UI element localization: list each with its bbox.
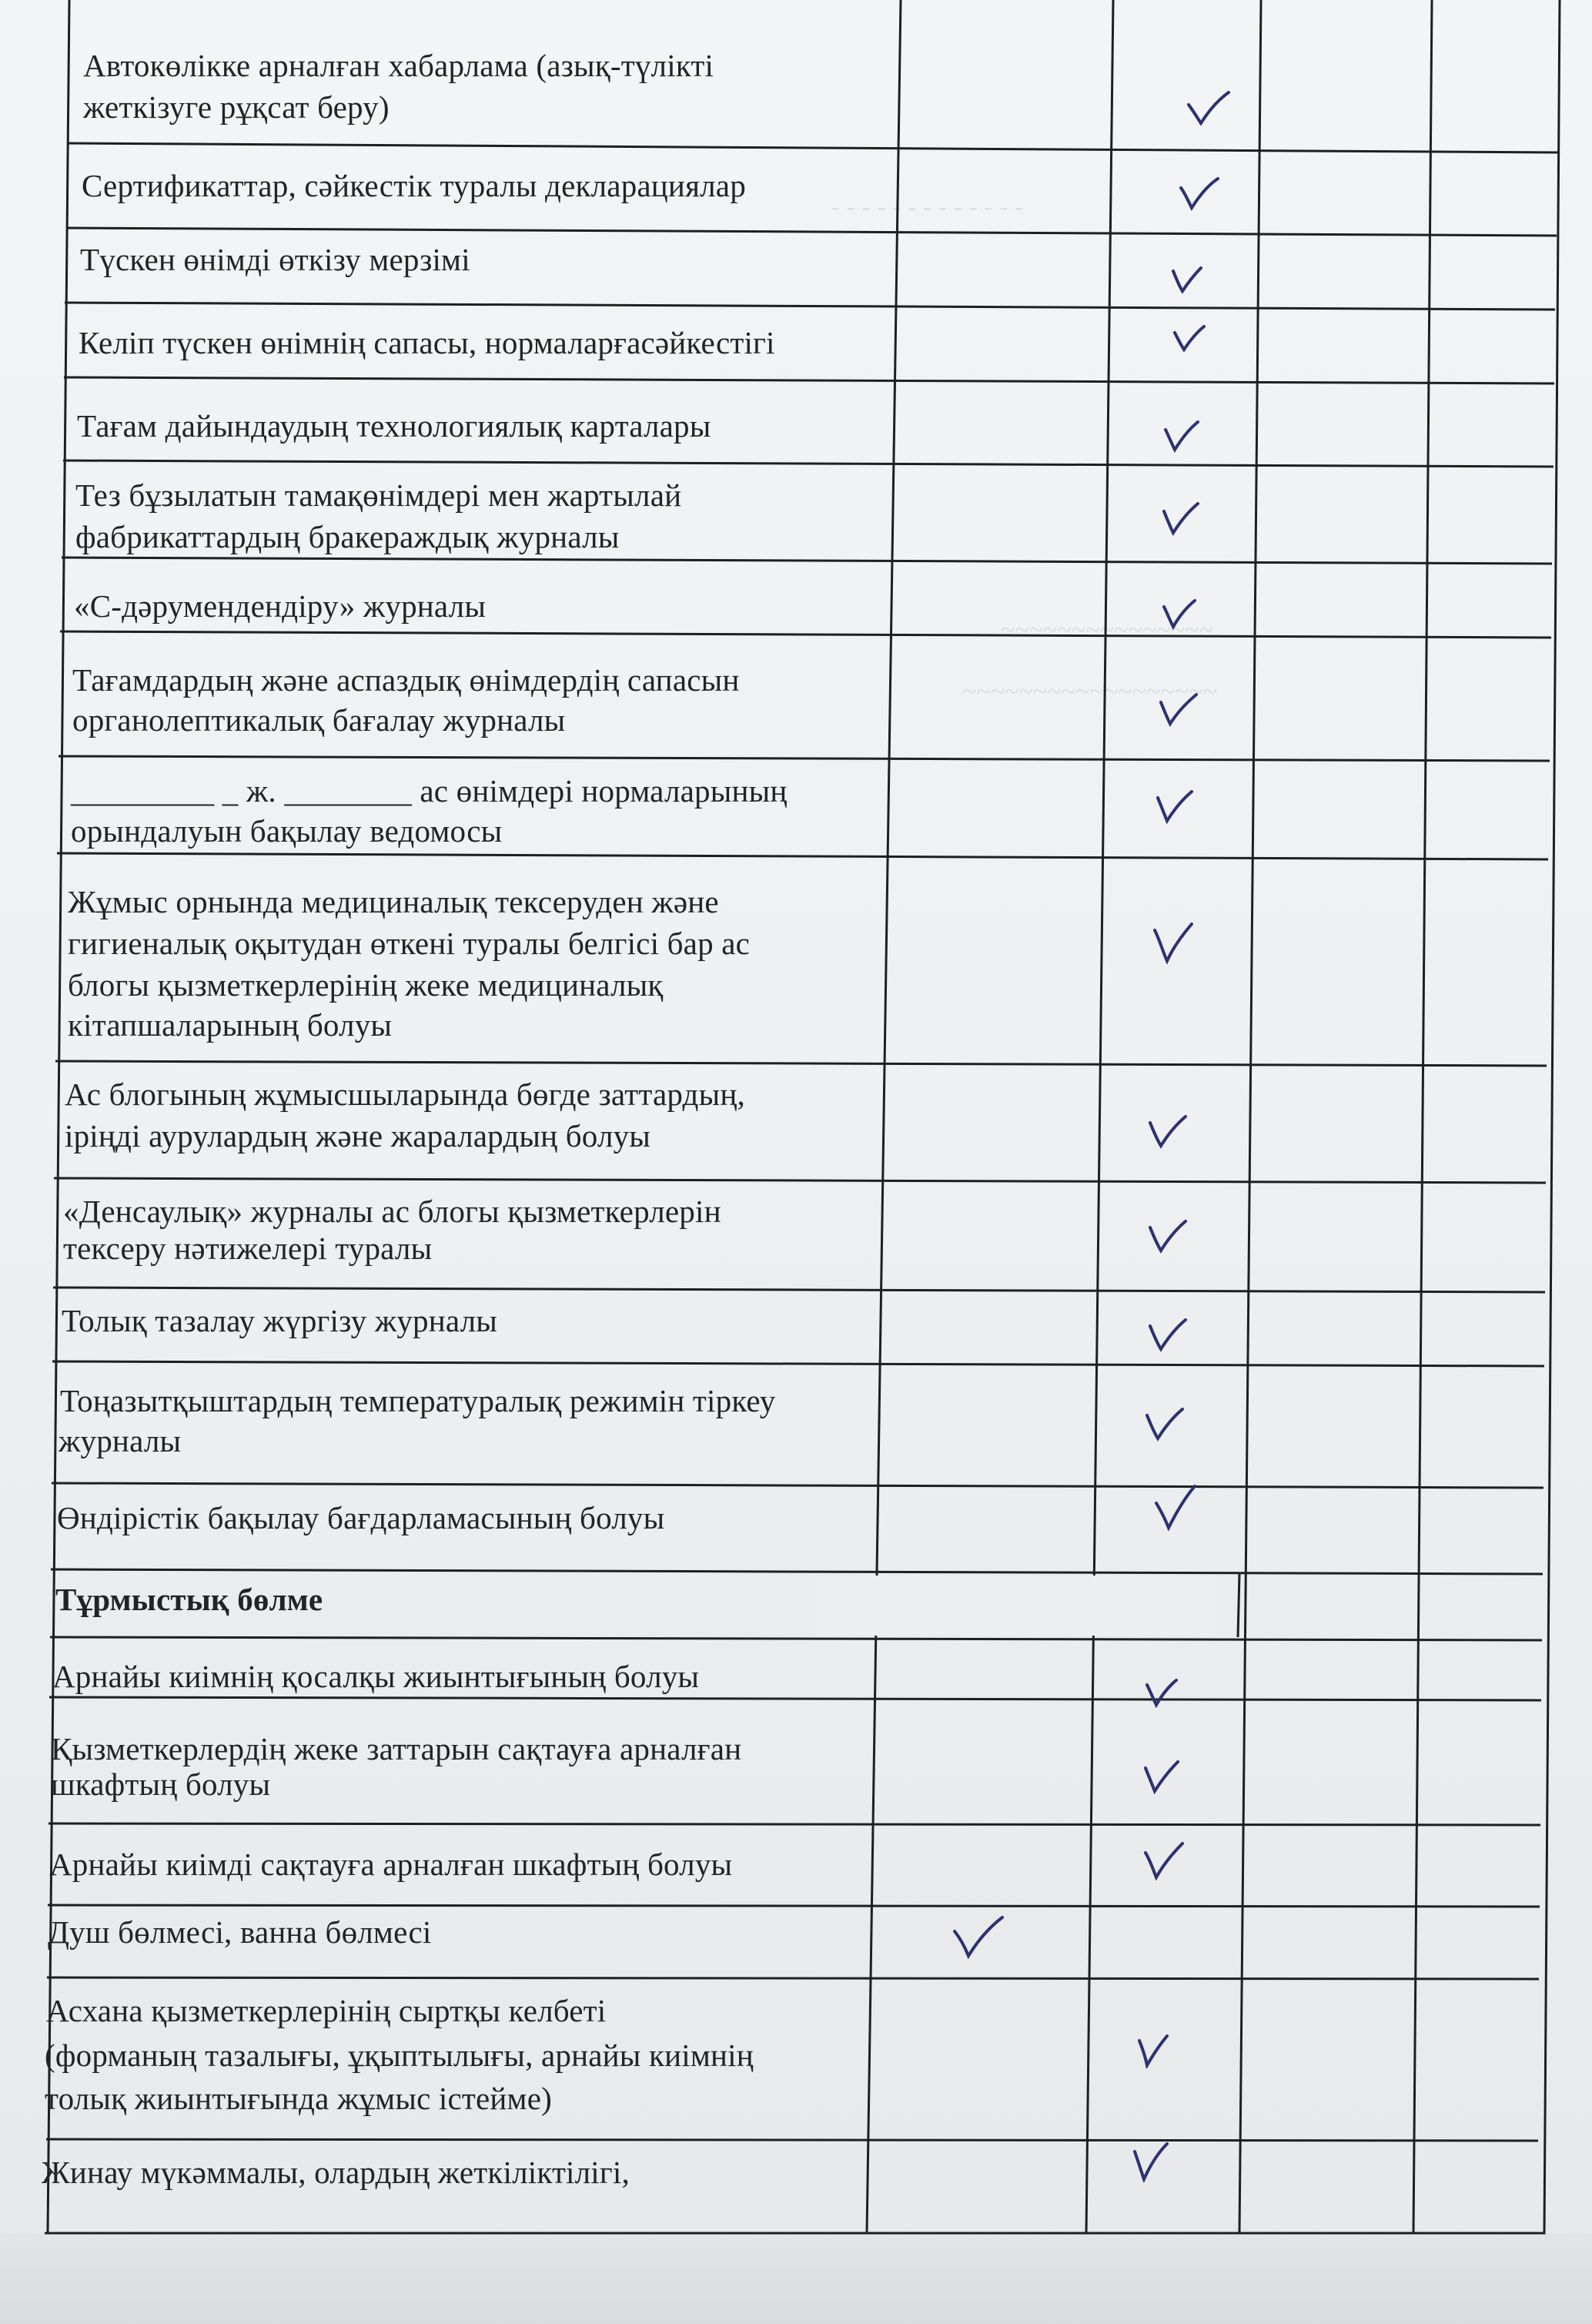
check-mark-icon [952,1914,1005,1959]
row-13-line-1: Толық тазалау жүргізу журналы [62,1303,498,1338]
row-10-line-3: блогы қызметкерлерінің жеке медициналық [68,967,664,1003]
check-mark-icon [1147,1218,1189,1254]
check-mark-icon [1132,2141,1170,2182]
check-mark-icon [1153,1483,1198,1531]
section-header-mask [816,1576,1216,1636]
check-mark-icon [1161,501,1201,536]
row-14-line-2: журналы [59,1423,182,1458]
check-mark-icon [1136,2033,1170,2068]
column-divider-3 [1239,0,1261,2233]
table-right-border [1544,0,1560,2233]
bleed-through-mark: ~~~~~~~~~~~~~~~~~~ [962,678,1218,706]
row-20-line-1: Душ бөлмесі, ванна бөлмесі [48,1914,432,1950]
row-5-line-1: Тағам дайындаудың технологиялық карталары [77,408,711,444]
check-mark-icon [1144,1406,1186,1442]
row-10-line-1: Жұмыс орнында медициналық тексеруден және [68,884,719,919]
column-divider-4 [1413,0,1432,2233]
column-divider-1 [867,0,901,2233]
row-10-line-2: гигиеналық оқытудан өткені туралы белгісі бар ас [68,926,751,961]
check-mark-icon [1161,598,1198,630]
row-9-line-1: _________ _ ж. ________ ас өнімдері нормаларының [71,773,788,809]
check-mark-icon [1147,1317,1189,1352]
row-17-line-1: Арнайы киімнің қосалқы жиынтығының болуы [52,1659,700,1694]
check-mark-icon [1144,1677,1179,1708]
check-mark-icon [1186,91,1232,126]
row-21-line-3: толық жиынтығында жұмыс істейме) [45,2081,552,2116]
check-mark-icon [1158,692,1199,727]
row-1-line-1: Автокөлікке арналған хабарлама (азық-түлікті [83,48,714,83]
row-15-line-1: Өндірістік бақылау бағдарламасының болуы [57,1500,665,1535]
column-divider-2 [1086,0,1113,2233]
row-21-line-2: (форманың тазалығы, ұқыптылығы, арнайы киімнің [45,2038,754,2073]
row-22-line-1: Жинау мүкәммалы, олардың жеткіліктілігі, [42,2155,630,2190]
check-mark-icon [1152,923,1195,964]
row-3-line-1: Түскен өнімді өткізу мерзімі [80,242,470,277]
row-21-line-1: Асхана қызметкерлерінің сыртқы келбеті [46,1993,607,2028]
check-mark-icon [1155,789,1195,824]
row-2-line-1: Сертификаттар, сәйкестік туралы декларациялар [82,168,746,203]
row-10-line-4: кітапшаларының болуы [68,1007,393,1043]
row-11-line-1: Ас блогының жұмысшыларында бөгде заттардың, [65,1077,745,1112]
check-mark-icon [1142,1840,1186,1880]
check-mark-icon [1142,1759,1181,1794]
check-mark-icon [1162,419,1201,453]
bleed-through-mark: ~~~~~~~~~~~~~~~ [1001,616,1213,645]
check-mark-icon [1178,176,1221,211]
row-18-line-2: шкафтың болуы [51,1766,271,1802]
row-18-line-1: Қызметкерлердің жеке заттарын сақтауға арналған [51,1731,742,1766]
check-mark-icon [1147,1113,1189,1149]
row-8-line-2: органолептикалық бағалау журналы [72,702,566,738]
bleed-through-mark: - - - - - - - - - - - - - [831,193,1024,221]
row-8-line-1: Тағамдардың және аспаздық өнімдердің сапасын [72,662,740,698]
row-12-line-1: «Денсаулық» журналы ас блогы қызметкерлерін [63,1194,721,1229]
row-19-line-1: Арнайы киімді сақтауға арналған шкафтың болуы [49,1847,733,1882]
row-6-line-1: Тез бұзылатын тамақөнімдері мен жартылай [75,477,682,513]
row-12-line-2: тексеру нәтижелері туралы [63,1231,433,1266]
check-mark-icon [1170,263,1204,294]
row-9-line-2: орындалуын бақылау ведомосы [71,813,503,849]
section-header-turmystyk-bolme: Тұрмыстық бөлме [55,1582,323,1617]
row-11-line-2: іріңді аурулардың және жаралардың болуы [65,1118,651,1154]
row-4-line-1: Келіп түскен өнімнің сапасы, нормаларғасәйкестігі [79,325,775,360]
row-7-line-1: «С-дәрумендендіру» журналы [74,588,487,624]
row-14-line-1: Тоңазытқыштардың температуралық режимін тіркеу [60,1383,776,1418]
check-mark-icon [1172,323,1207,354]
row-6-line-2: фабрикаттардың бракераждық журналы [75,519,620,554]
row-1-line-2: жеткізуге рұқсат беру) [83,89,390,125]
